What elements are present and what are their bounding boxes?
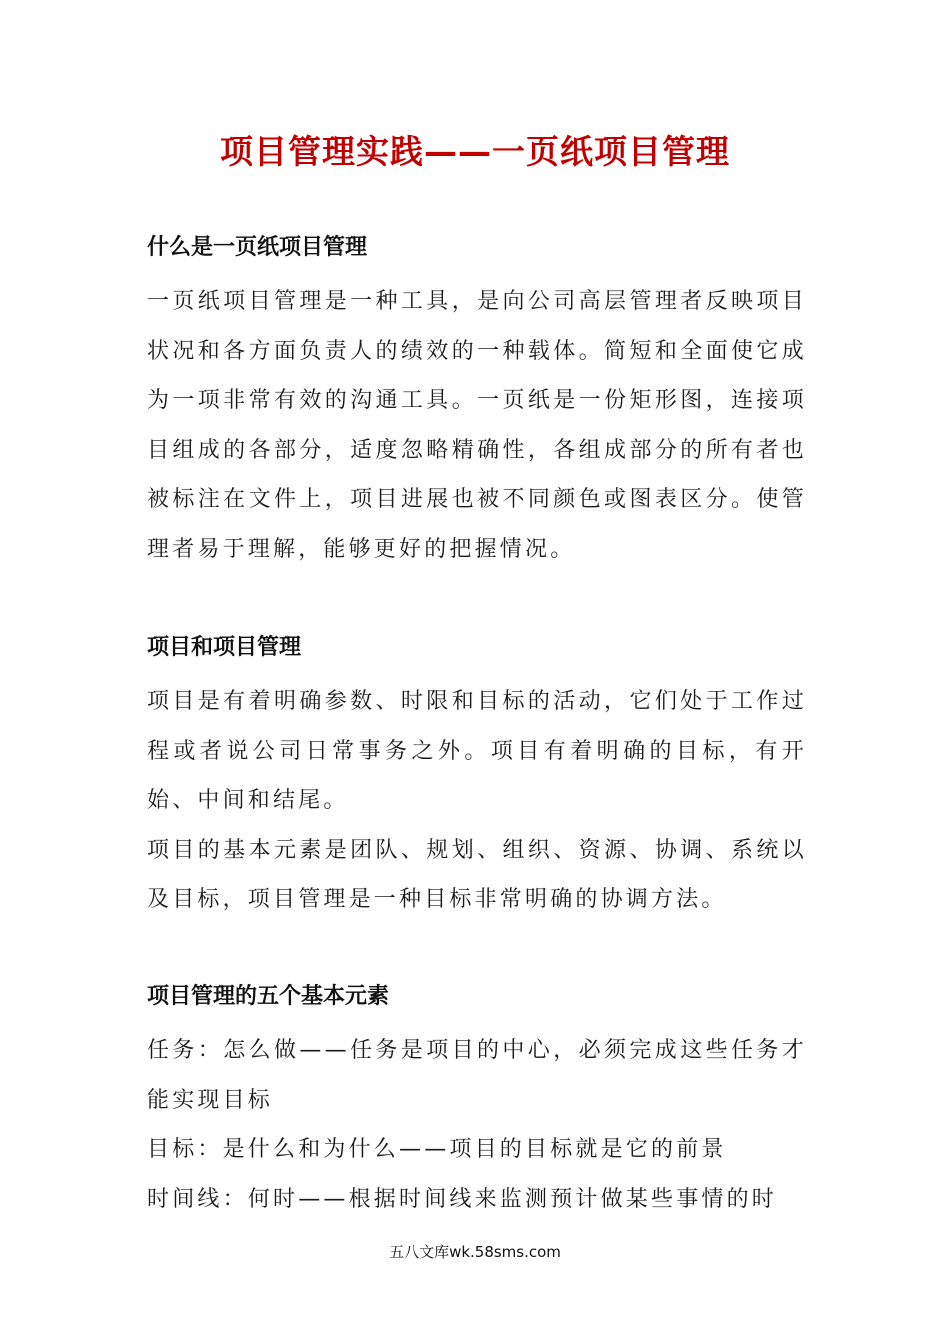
page-footer-watermark: 五八文库wk.58sms.com: [389, 1243, 561, 1261]
section-paragraph: 任务：怎么做——任务是项目的中心，必须完成这些任务才能实现目标: [147, 1038, 807, 1113]
section-heading: 什么是一页纸项目管理: [147, 235, 368, 260]
section-five-elements: [147, 981, 807, 1224]
section-heading: 项目管理的五个基本元素: [147, 984, 390, 1009]
section-paragraph: 项目是有着明确参数、时限和目标的活动，它们处于工作过程或者说公司日常事务之外。项目有着明确的目标，有开始、中间和结尾。: [147, 689, 807, 813]
section-paragraph: 项目的基本元素是团队、规划、组织、资源、协调、系统以及目标，项目管理是一种目标非常明确的协调方法。: [147, 837, 807, 912]
section-paragraph: 一页纸项目管理是一种工具，是向公司高层管理者反映项目状况和各方面负责人的绩效的一种载体。简短和全面使它成为一项非常有效的沟通工具。一页纸是一份矩形图，连接项目组成的各部分，适度忽略精确性，各组成部分的所有者也被标注在文件上，项目进展也被不同颜色或图表区分。使管理者易于理解，能够更好的把握情况。: [147, 289, 807, 562]
section-what-is: [147, 232, 807, 574]
section-paragraph: 时间线：何时——根据时间线来监测预计做某些事情的时: [147, 1186, 778, 1212]
section-heading: 项目和项目管理: [147, 635, 302, 660]
section-project-management: [147, 632, 807, 925]
document-title: 项目管理实践——一页纸项目管理: [220, 132, 730, 171]
section-paragraph: 目标：是什么和为什么——项目的目标就是它的前景: [147, 1137, 727, 1162]
